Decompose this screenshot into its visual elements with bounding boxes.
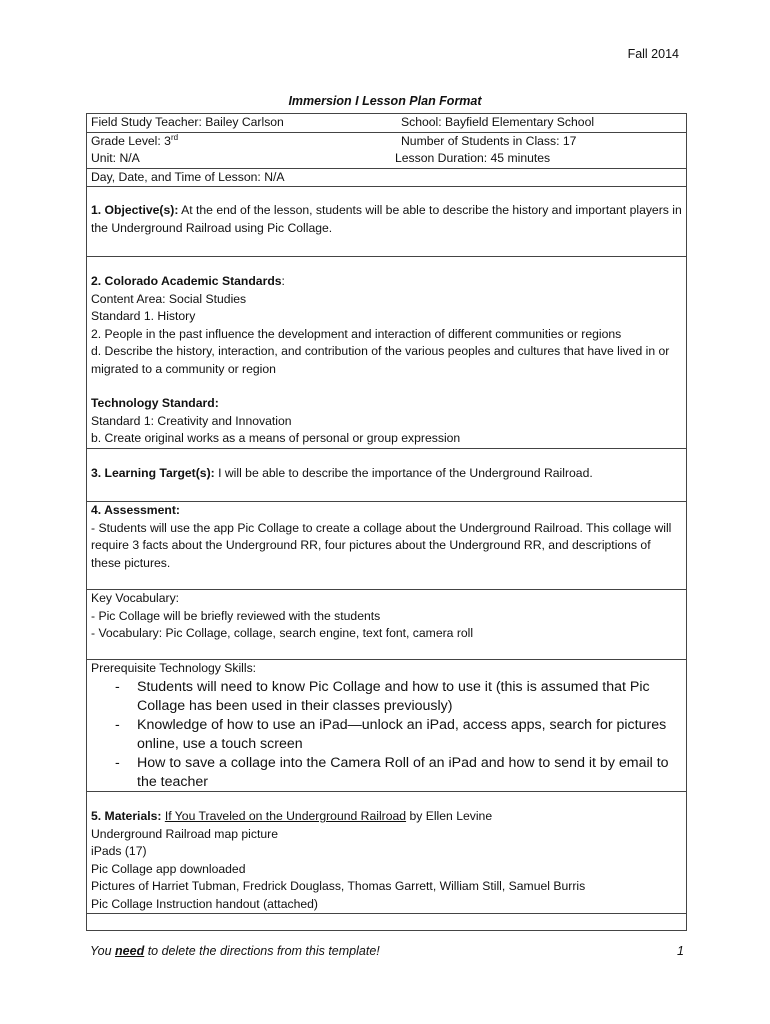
prerequisite-label: Prerequisite Technology Skills: [91, 661, 257, 675]
materials-line: Pic Collage app downloaded [91, 861, 246, 876]
school-field: School: Bayfield Elementary School [401, 115, 595, 129]
prerequisite-item: - Knowledge of how to use an iPad—unlock an iPad, access apps, search for pictures online, use a touch screen [115, 716, 682, 754]
materials-line: Pictures of Harriet Tubman, Fredrick Douglass, Thomas Garrett, William Still, Samuel Burris [91, 879, 586, 893]
learning-target-section [87, 448, 686, 501]
objective-section [87, 186, 686, 256]
footer [90, 944, 684, 958]
vocabulary-line: - Pic Collage will be briefly reviewed with the students [91, 608, 381, 623]
grade-field: Grade Level: 3rd [91, 132, 179, 148]
objective-label: 1. Objective(s): [91, 203, 179, 217]
standards-line: Content Area: Social Studies [91, 291, 247, 306]
tech-standard-line: b. Create original works as a means of personal or group expression [91, 431, 461, 445]
students-field: Number of Students in Class: 17 [401, 133, 577, 148]
objective-text: At the end of the lesson, students will be able to describe the history and important players in the Underground Railroad using Pic Collage. [91, 203, 682, 235]
day-field: Day, Date, and Time of Lesson: N/A [91, 169, 285, 184]
tech-standard-line: Standard 1: Creativity and Innovation [91, 413, 292, 428]
standards-label: 2. Colorado Academic Standards [91, 274, 282, 288]
footer-note: You need to delete the directions from this template! [90, 944, 380, 958]
learning-target-label: 3. Learning Target(s): [91, 466, 215, 480]
standards-line: d. Describe the history, interaction, and contribution of the various peoples and cultures that have lived in or migrated to a community or region [91, 344, 670, 376]
standards-line: Standard 1. History [91, 309, 196, 323]
prerequisite-section [87, 659, 686, 791]
vocabulary-section [87, 589, 686, 659]
tech-standard-label: Technology Standard: [91, 396, 219, 410]
assessment-label: 4. Assessment: [91, 503, 180, 517]
vocabulary-line: - Vocabulary: Pic Collage, collage, search engine, text font, camera roll [91, 626, 474, 640]
header-section [87, 114, 686, 186]
duration-field: Lesson Duration: 45 minutes [395, 151, 551, 165]
page-number: 1 [677, 944, 684, 958]
materials-line: Underground Railroad map picture [91, 826, 278, 841]
materials-line: Pic Collage Instruction handout (attached) [91, 896, 318, 911]
lesson-plan-table [86, 113, 687, 931]
assessment-text: - Students will use the app Pic Collage to create a collage about the Underground Railroad. This collage will require 3 facts about the Underground RR, four pictures about the Underground RR, and descriptions of these pictures. [91, 520, 672, 570]
vocabulary-label: Key Vocabulary: [91, 591, 180, 605]
document-title: Immersion I Lesson Plan Format [288, 94, 482, 108]
learning-target-text: I will be able to describe the importance of the Underground Railroad. [214, 466, 593, 480]
materials-book-title: If You Traveled on the Underground Railroad [164, 809, 407, 823]
materials-label: 5. Materials: [91, 809, 162, 823]
term-label: Fall 2014 [627, 47, 679, 61]
standards-line: 2. People in the past influence the development and interaction of different communities or regions [91, 326, 622, 341]
empty-section [87, 913, 686, 930]
teacher-field: Field Study Teacher: Bailey Carlson [91, 115, 284, 129]
standards-section: 2. Colorado Academic Standards: Content Area: Social Studies Standard 1. History 2. People in the past influence the development and interaction of different communities or regions d. Describe the history, interaction, and contribution of the various peoples and cultures that have lived in or migrated to a community or region Technology Standard: Standard 1: Creativity and Innovation b. Create original works as a means of personal or group expression [87, 256, 686, 448]
prerequisite-item: - Students will need to know Pic Collage and how to use it (this is assumed that Pic Collage has been used in their classes previously) [115, 678, 682, 716]
materials-section [87, 791, 686, 913]
prerequisite-item: - How to save a collage into the Camera Roll of an iPad and how to send it by email to the teacher [115, 754, 682, 792]
unit-field: Unit: N/A [91, 151, 140, 165]
materials-line: iPads (17) [91, 844, 147, 858]
materials-author: by Ellen Levine [406, 809, 493, 823]
assessment-section [87, 501, 686, 589]
